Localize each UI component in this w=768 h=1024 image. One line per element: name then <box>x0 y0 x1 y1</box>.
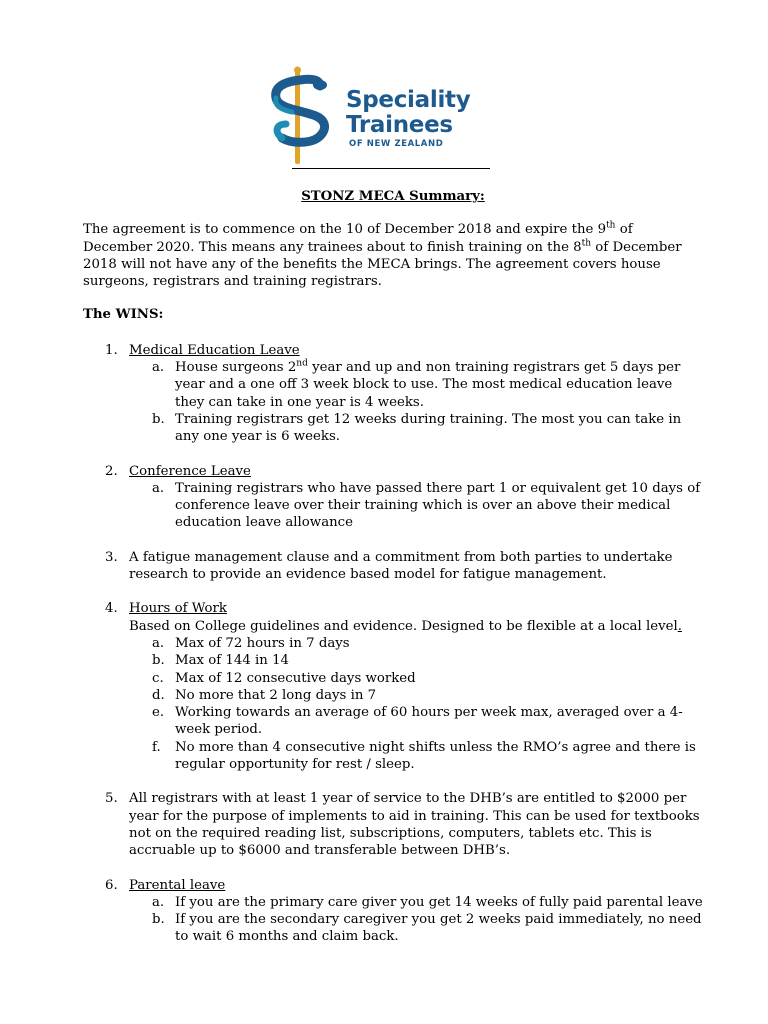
item-intro-text: Based on College guidelines and evidence. Designed to be flexible at a local level <box>129 618 678 634</box>
sub-item <box>129 635 703 652</box>
sub-item-text: Training registrars get 12 weeks during training. The most you can take in any one year is 6 weeks. <box>175 411 682 445</box>
sub-item-text: If you are the secondary caregiver you get 2 weeks paid immediately, no need to wait 6 months and claim back. <box>175 912 702 945</box>
sub-item-text: If you are the primary care giver you get 14 weeks of fully paid parental leave <box>175 894 703 910</box>
document-body <box>83 188 703 963</box>
list-item <box>83 790 703 859</box>
sub-item-text: Working towards an average of 60 hours per week max, averaged over a 4-week period. <box>175 705 683 738</box>
intro-sup-2: th <box>581 238 592 249</box>
sub-item <box>129 739 703 774</box>
logo-wordmark <box>346 88 470 150</box>
sub-item <box>129 911 703 946</box>
list-item <box>83 600 703 773</box>
sub-item <box>129 687 703 704</box>
item-heading: Medical Education Leave <box>129 342 300 358</box>
list-item <box>83 342 703 446</box>
sub-item-letter: f. <box>152 739 161 755</box>
item-number: 2. <box>105 463 118 479</box>
sub-item-letter: c. <box>152 670 164 686</box>
sub-item <box>129 894 703 911</box>
header-divider <box>292 168 490 169</box>
logo-line-trainees: Trainees <box>346 112 453 138</box>
sub-item <box>129 480 703 532</box>
intro-text-3: of December 2018 will not have any of the benefits the MECA brings. The agreement covers house surgeons, registrars and training registrars. <box>83 239 682 290</box>
logo-line-nz: OF NEW ZEALAND <box>349 139 444 149</box>
document-title: STONZ MECA Summary: <box>301 189 485 204</box>
item-heading: Parental leave <box>129 877 226 893</box>
sub-item-text: No more than 4 consecutive night shifts unless the RMO’s agree and there is regular opportunity for rest / sleep. <box>175 739 696 773</box>
sub-item-letter: d. <box>152 687 165 703</box>
sub-item-sup: nd <box>296 358 308 369</box>
item-heading: Conference Leave <box>129 463 251 479</box>
logo <box>268 66 496 170</box>
item-number: 3. <box>105 549 118 565</box>
item-text: All registrars with at least 1 year of service to the DHB’s are entitled to $2000 per year for the purpose of implements to aid in training. This can be used for textbooks not on the required reading list, subscriptions, computers, tablets etc. This is accruable up to $6000 and transferable between DHB’s. <box>129 791 700 859</box>
sub-item-text: Max of 72 hours in 7 days <box>175 635 350 651</box>
sub-item-text-post: year and up and non training registrars get 5 days per year and a one off 3 week block to use. The most medical education leave they can take in one year is 4 weeks. <box>175 360 681 410</box>
item-number: 1. <box>105 342 118 358</box>
caduceus-icon <box>268 66 344 170</box>
list-item <box>83 463 703 532</box>
intro-text-1: The agreement is to commence on the 10 of December 2018 and expire the 9 <box>83 222 607 238</box>
sub-item-letter: a. <box>152 635 165 651</box>
item-intro <box>129 618 703 635</box>
item-number: 4. <box>105 601 118 617</box>
sub-item-text: Max of 12 consecutive days worked <box>175 670 416 686</box>
intro-paragraph <box>83 221 703 290</box>
sub-item-text: No more that 2 long days in 7 <box>175 687 377 703</box>
sub-item-text-pre: House surgeons 2 <box>175 360 297 376</box>
sub-item <box>129 411 703 446</box>
sub-item <box>129 704 703 739</box>
logo-line-speciality: Speciality <box>346 87 471 113</box>
item-text: A fatigue management clause and a commitment from both parties to undertake research to provide an evidence based model for fatigue management. <box>129 549 673 583</box>
sub-item-letter: b. <box>152 912 165 928</box>
sub-item <box>129 670 703 687</box>
sub-item-text: Max of 144 in 14 <box>175 653 289 669</box>
item-intro-end: . <box>677 618 682 634</box>
sub-item-letter: e. <box>152 705 165 721</box>
sub-item-letter: a. <box>152 894 165 910</box>
sub-item-letter: b. <box>152 653 165 669</box>
sub-item <box>129 652 703 669</box>
item-heading: Hours of Work <box>129 601 227 617</box>
list-item <box>83 877 703 946</box>
sub-item-text: Training registrars who have passed there part 1 or equivalent get 10 days of conference leave over their training which is over an above their medical education leave allowance <box>175 480 701 531</box>
sub-item-letter: a. <box>152 480 165 496</box>
item-number: 6. <box>105 877 118 893</box>
list-item <box>83 549 703 584</box>
sub-item-letter: a. <box>152 360 165 376</box>
wins-heading: The WINS: <box>83 307 164 323</box>
intro-sup-1: th <box>606 220 616 231</box>
sub-item <box>129 359 703 411</box>
intro-text-2: of December 2020. This means any trainees about to finish training on the 8 <box>83 222 633 255</box>
item-number: 5. <box>105 791 118 807</box>
sub-item-letter: b. <box>152 411 165 427</box>
